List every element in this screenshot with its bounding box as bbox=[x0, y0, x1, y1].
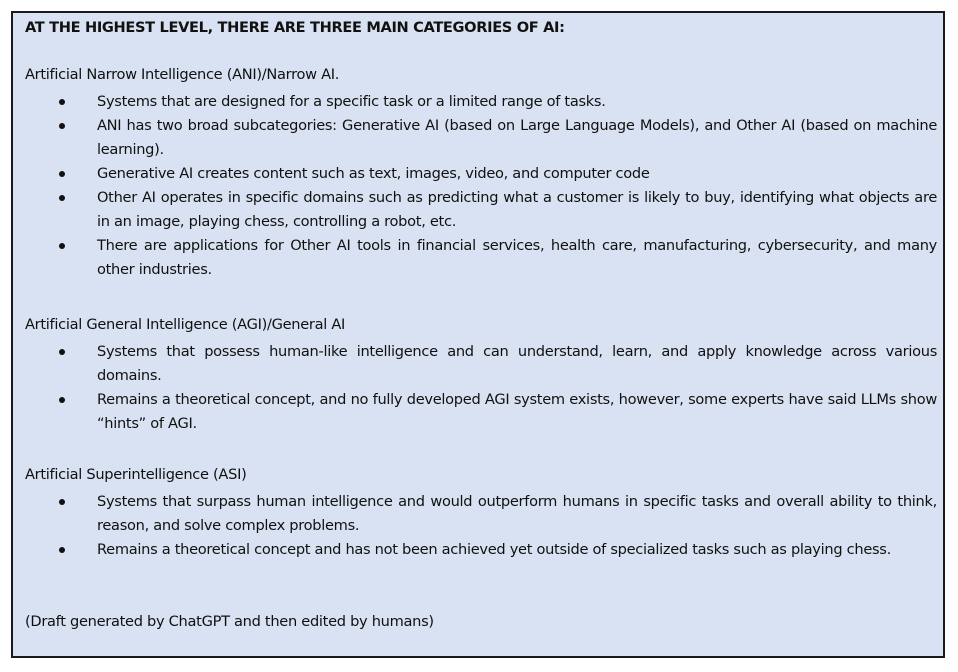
list-item bbox=[13, 162, 945, 186]
list-item bbox=[13, 340, 945, 388]
bullet-dot-icon bbox=[59, 547, 65, 553]
bullet-dot-icon bbox=[59, 397, 65, 403]
bullet-text: Remains a theoretical concept and has not been achieved yet outside of specialized tasks such as playing chess. bbox=[97, 541, 891, 558]
bullet-list-ani bbox=[13, 90, 945, 282]
bullet-list-asi bbox=[13, 490, 945, 562]
bullet-dot-icon bbox=[59, 171, 65, 177]
footer-note: (Draft generated by ChatGPT and then edited by humans) bbox=[25, 613, 434, 630]
ai-categories-textbox bbox=[11, 11, 945, 658]
bullet-text: There are applications for Other AI tools in financial services, health care, manufacturing, cybersecurity, and many other industries. bbox=[97, 237, 937, 278]
list-item bbox=[13, 388, 945, 436]
bullet-text: ANI has two broad subcategories: Generative AI (based on Large Language Models), and Other AI (based on machine learning). bbox=[97, 117, 937, 158]
bullet-dot-icon bbox=[59, 195, 65, 201]
list-item bbox=[13, 186, 945, 234]
bullet-text: Systems that possess human-like intelligence and can understand, learn, and apply knowledge across various domains. bbox=[97, 343, 937, 384]
list-item bbox=[13, 114, 945, 162]
list-item bbox=[13, 234, 945, 282]
bullet-dot-icon bbox=[59, 99, 65, 105]
list-item bbox=[13, 90, 945, 114]
heading: AT THE HIGHEST LEVEL, THERE ARE THREE MAIN CATEGORIES OF AI: bbox=[25, 19, 565, 36]
bullet-dot-icon bbox=[59, 349, 65, 355]
bullet-text: Systems that are designed for a specific task or a limited range of tasks. bbox=[97, 93, 606, 110]
section-title-agi: Artificial General Intelligence (AGI)/General AI bbox=[25, 316, 346, 333]
bullet-dot-icon bbox=[59, 499, 65, 505]
section-title-ani: Artificial Narrow Intelligence (ANI)/Narrow AI. bbox=[25, 66, 340, 83]
bullet-dot-icon bbox=[59, 123, 65, 129]
bullet-dot-icon bbox=[59, 243, 65, 249]
section-title-asi: Artificial Superintelligence (ASI) bbox=[25, 466, 247, 483]
bullet-list-agi bbox=[13, 340, 945, 436]
bullet-text: Other AI operates in specific domains such as predicting what a customer is likely to buy, identifying what objects are in an image, playing chess, controlling a robot, etc. bbox=[97, 189, 937, 230]
bullet-text: Remains a theoretical concept, and no fully developed AGI system exists, however, some experts have said LLMs show “hints” of AGI. bbox=[97, 391, 937, 432]
list-item bbox=[13, 538, 945, 562]
bullet-text: Generative AI creates content such as text, images, video, and computer code bbox=[97, 165, 650, 182]
bullet-text: Systems that surpass human intelligence and would outperform humans in specific tasks and overall ability to think, reason, and solve complex problems. bbox=[97, 493, 937, 534]
list-item bbox=[13, 490, 945, 538]
